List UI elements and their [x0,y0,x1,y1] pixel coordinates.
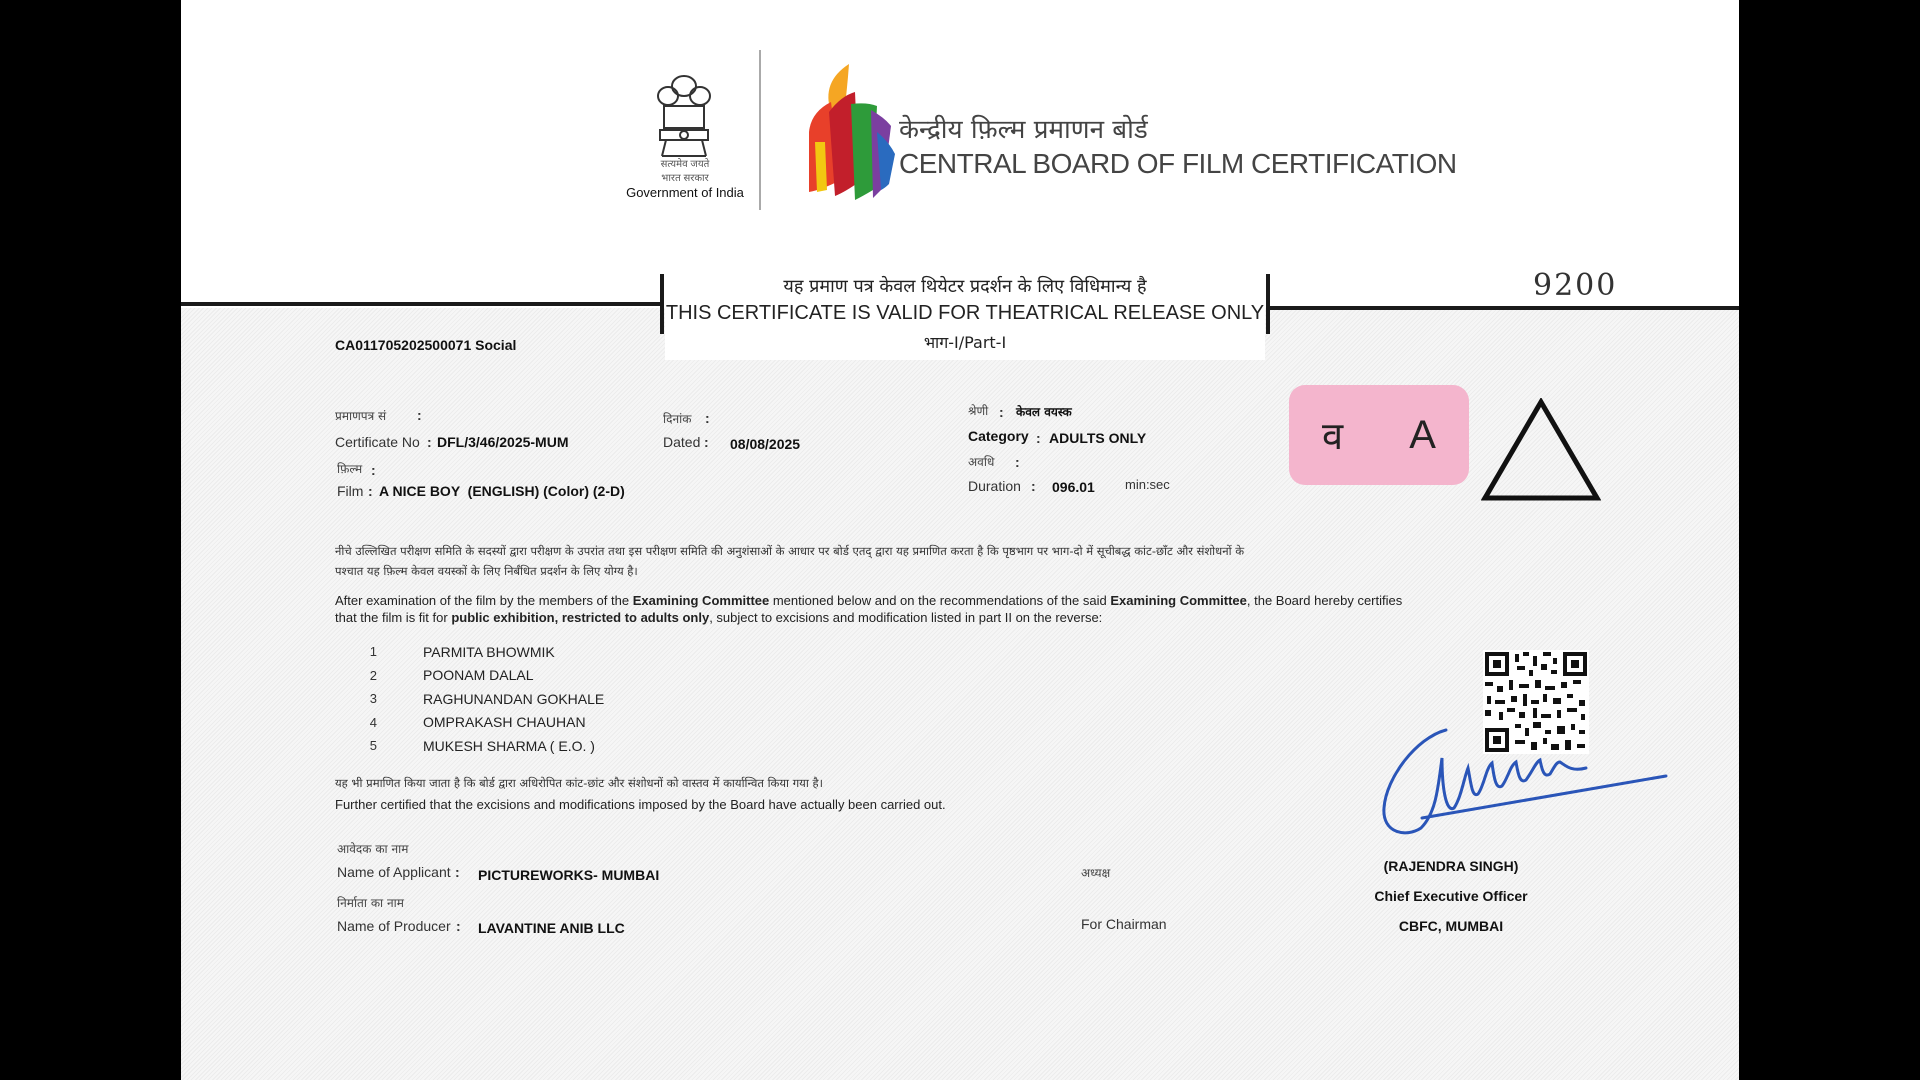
producer-label-hindi: निर्माता का नाम [337,896,404,910]
cbfc-logo-icon [801,62,897,204]
committee-list [357,640,604,758]
colon: : [704,434,709,450]
duration-value: 096.01 [1052,479,1095,495]
list-item [357,687,604,711]
header-rule-left [181,302,661,306]
colon: : [1015,454,1020,470]
board-name-english: CENTRAL BOARD OF FILM CERTIFICATION [899,148,1457,179]
government-english: Government of India [626,185,744,200]
colon: : [1031,478,1036,494]
rating-english: A [1409,412,1436,457]
validity-notice [665,270,1265,360]
serial-number: 9200 [1533,268,1618,303]
signatory-place: CBFC, MUMBAI [1398,918,1504,934]
date-value: 08/08/2025 [730,436,801,452]
member-name: POONAM DALAL [423,667,534,684]
validity-part: भाग-I/Part-I [923,333,1007,352]
validity-hindi: यह प्रमाण पत्र केवल थियेटर प्रदर्शन के लिए विधिमान्य है [783,276,1147,297]
colon: : [417,407,422,423]
header-rule-bracket-left [660,274,664,334]
film-label-hindi: फ़िल्म [337,462,363,476]
list-item [357,640,604,664]
member-name: RAGHUNANDAN GOKHALE [423,690,605,707]
list-item [357,664,604,688]
duration-unit: min:sec [1125,477,1170,492]
certificate-no-value: DFL/3/46/2025-MUM [437,434,569,450]
certificate-no-label-hindi: प्रमाणपत्र सं [335,409,387,423]
member-number: 3 [369,691,377,707]
colon: : [455,864,460,880]
text-run: that the film is fit for [335,610,452,625]
text-run: After examination of the film by the members of the [335,593,633,608]
date-label-hindi: दिनांक [663,412,692,426]
certification-hindi-line2: पश्चात यह फ़िल्म केवल वयस्कों के लिए निर्बंधित प्रदर्शन के लिए योग्य है। [335,564,638,578]
member-number: 5 [369,738,377,754]
header-rule-right [1267,306,1739,310]
category-value: ADULTS ONLY [1049,430,1147,446]
member-number: 2 [369,667,377,683]
colon: : [456,918,461,934]
member-number: 4 [369,714,377,730]
member-name: MUKESH SHARMA ( E.O. ) [423,737,595,754]
further-text-english: Further certified that the excisions and modifications imposed by the Board have actually been carried out. [335,797,946,812]
further-text-hindi: यह भी प्रमाणित किया जाता है कि बोर्ड द्वारा अधिरोपित कांट-छांट और संशोधनों को वास्तव में कार्यान्वित किया गया है। [335,776,823,790]
applicant-label-hindi: आवेदक का नाम [337,842,409,856]
reference-number: CA011705202500071 Social [335,337,517,353]
signature-image [1376,718,1676,848]
film-value: A NICE BOY (ENGLISH) (Color) (2-D) [379,483,625,499]
rating-badge [1289,385,1469,485]
date-label: Dated [663,434,701,450]
emblem-motto: सत्यमेव जयते [660,159,710,170]
government-hindi: भारत सरकार [661,173,709,184]
colon: : [371,462,376,478]
certification-text-english [335,592,1585,626]
member-name: OMPRAKASH CHAUHAN [423,714,586,731]
applicant-label: Name of Applicant [337,864,451,880]
colon: : [427,434,432,450]
colon: : [999,404,1004,420]
government-label [621,158,749,200]
certificate-no-label: Certificate No [335,434,420,450]
duration-label-hindi: अवधि [968,455,995,469]
signatory-title: Chief Executive Officer [1374,888,1528,904]
film-label: Film [337,483,364,499]
rating-hindi: व [1322,414,1344,458]
category-value-hindi: केवल वयस्क [1016,405,1072,419]
producer-label: Name of Producer [337,918,451,934]
colon: : [368,483,373,499]
logo-divider [759,50,761,210]
text-run: , the Board hereby certifies [1246,593,1403,608]
certification-hindi-line1: नीचे उल्लिखित परीक्षण समिति के सदस्यों द्वारा परीक्षण के उपरांत तथा इस परीक्षण समिति की अनुशंसाओं के आधार पर बोर्ड एतद् द्वारा यह प्रमाणित करता है कि पृष्ठभाग पर भाग-दो में सूचीबद्ध कांट-छाँट और संशोधनों के [335,544,1245,558]
category-label: Category [968,428,1029,444]
certification-text-hindi [335,541,1585,581]
text-run-bold: public exhibition, restricted to adults only [451,610,710,625]
chairman-label: For Chairman [1081,916,1167,932]
list-item [357,734,604,758]
text-run-bold: Examining Committee [632,593,770,608]
adult-triangle-icon [1481,398,1601,502]
chairman-label-hindi: अध्यक्ष [1081,866,1111,880]
duration-label: Duration [968,478,1021,494]
list-item [357,711,604,735]
applicant-value: PICTUREWORKS- MUMBAI [478,867,660,883]
member-name: PARMITA BHOWMIK [423,643,555,660]
colon: : [1036,430,1041,446]
colon: : [705,410,710,426]
producer-value: LAVANTINE ANIB LLC [478,920,625,936]
text-run: mentioned below and on the recommendations of the said [769,593,1111,608]
text-run-bold: Examining Committee [1110,593,1247,608]
validity-english: THIS CERTIFICATE IS VALID FOR THEATRICAL RELEASE ONLY [665,302,1265,324]
text-run: , subject to excisions and modification listed in part II on the reverse: [709,610,1103,625]
certificate-page [181,0,1739,1080]
member-number: 1 [369,644,377,660]
signatory-name: (RAJENDRA SINGH) [1383,858,1519,874]
header-rule-bracket-right [1266,274,1270,334]
category-label-hindi: श्रेणी [968,404,989,418]
board-name-hindi: केन्द्रीय फ़िल्म प्रमाणन बोर्ड [899,115,1148,145]
